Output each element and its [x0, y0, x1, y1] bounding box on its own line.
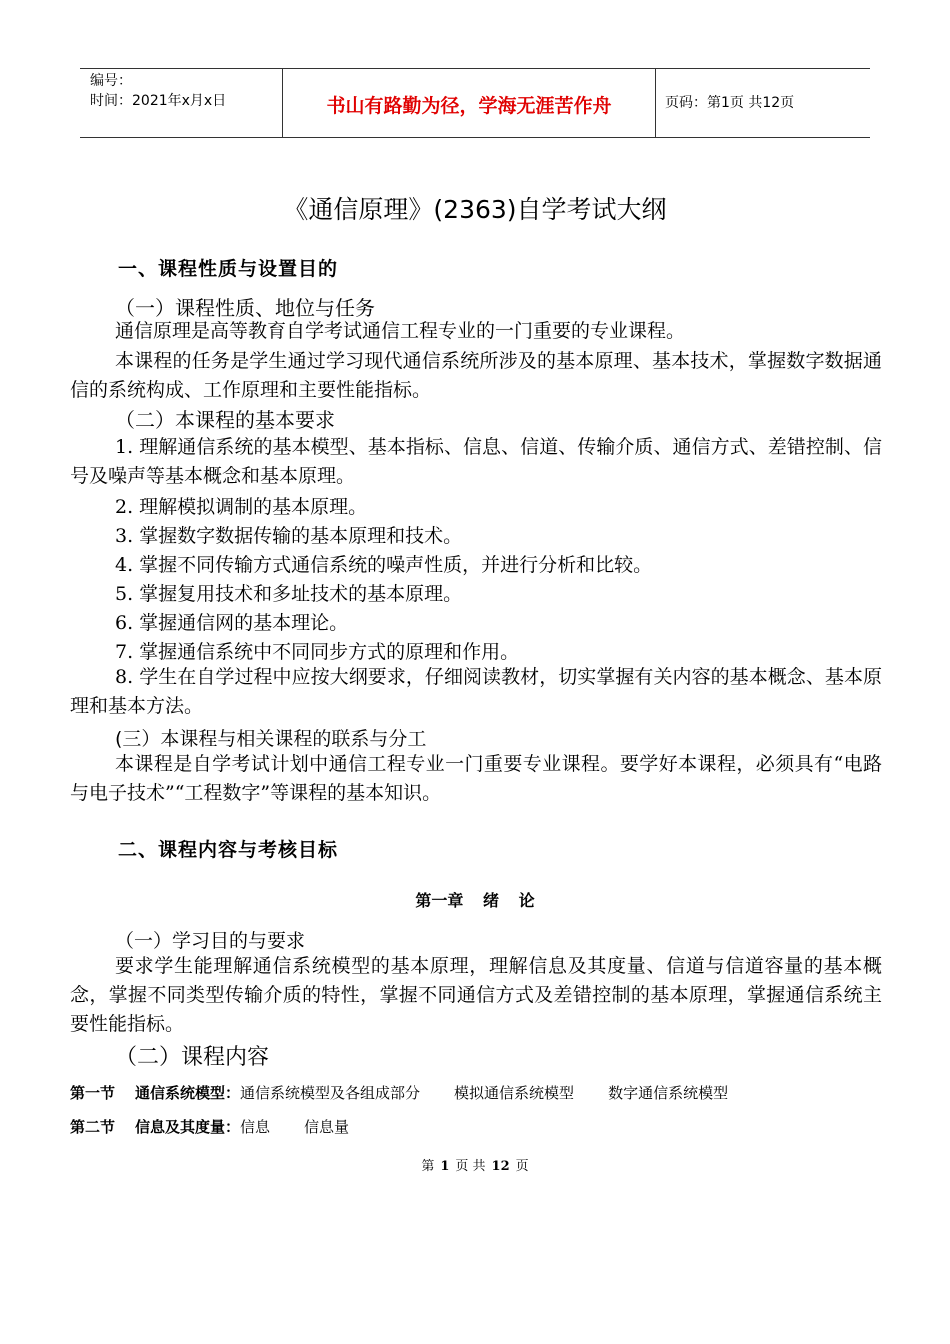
- footer-middle: 页 共: [455, 1159, 486, 1174]
- requirement-item-8: 8. 学生在自学过程中应按大纲要求，仔细阅读教材，切实掌握有关内容的基本概念、基本原理和基本方法。: [70, 666, 882, 717]
- time-label: 时间：2021年x月x日: [90, 93, 227, 109]
- requirement-item-3: 3. 掌握数字数据传输的基本原理和技术。: [115, 525, 463, 547]
- document-title: 《通信原理》(2363)自学考试大纲: [283, 195, 667, 224]
- requirement-item-4: 4. 掌握不同传输方式通信系统的噪声性质，并进行分析和比较。: [115, 554, 653, 576]
- section-topic: 通信系统模型及各组成部分: [240, 1084, 421, 1102]
- section1-sub1-para-1: 通信原理是高等教育自学考试通信工程专业的一门重要的专业课程。: [115, 320, 686, 342]
- section1-sub3-para: 本课程是自学考试计划中通信工程专业一门重要专业课程。要学好本课程，必须具有“电路与电子技术”“工程数字”等课程的基本知识。: [70, 753, 882, 804]
- section-topic: 信息: [240, 1118, 271, 1136]
- requirement-item-2: 2. 理解模拟调制的基本原理。: [115, 496, 368, 518]
- chapter-title: 第一章 绪 论: [415, 891, 535, 910]
- requirement-item-5: 5. 掌握复用技术和多址技术的基本原理。: [115, 583, 463, 605]
- footer-prefix: 第: [421, 1159, 435, 1174]
- section1-heading: 一、课程性质与设置目的: [118, 258, 339, 280]
- page-info: 页码：第1页 共12页: [665, 95, 795, 111]
- section1-sub3-heading: (三）本课程与相关课程的联系与分工: [115, 728, 427, 750]
- section1-sub2-heading: （二）本课程的基本要求: [115, 408, 335, 432]
- section-title: 信息及其度量：: [135, 1118, 241, 1136]
- page-footer: [0, 1155, 950, 1174]
- section2-sub2-heading: （二）课程内容: [115, 1045, 270, 1070]
- section1-sub1-para-2: 本课程的任务是学生通过学习现代通信系统所涉及的基本原理、基本技术，掌握数字数据通信的系统构成、工作原理和主要性能指标。: [70, 350, 882, 401]
- header-motto-cell: [282, 69, 656, 137]
- page-header: [80, 68, 870, 138]
- requirement-item-6: 6. 掌握通信网的基本理论。: [115, 612, 349, 634]
- section-topic: 信息量: [304, 1118, 350, 1136]
- header-meta-cell: [80, 69, 282, 137]
- section-number: 第二节: [70, 1118, 116, 1136]
- section-number: 第一节: [70, 1084, 116, 1102]
- section2-heading: 二、课程内容与考核目标: [118, 839, 339, 861]
- motto: 书山有路勤为径，学海无涯苦作舟: [326, 95, 612, 117]
- section1-sub1-heading: （一）课程性质、地位与任务: [115, 296, 375, 320]
- section-title: 通信系统模型：: [135, 1084, 241, 1102]
- requirement-item-1: 1. 理解通信系统的基本模型、基本指标、信息、信道、传输介质、通信方式、差错控制、信号及噪声等基本概念和基本原理。: [70, 436, 882, 487]
- section-topic: 模拟通信系统模型: [454, 1084, 575, 1102]
- footer-page-number: 1: [440, 1159, 450, 1174]
- section-topic: 数字通信系统模型: [608, 1084, 729, 1102]
- section-row-1: [70, 1082, 728, 1103]
- footer-total-pages: 12: [491, 1159, 510, 1174]
- section2-sub1-heading: （一）学习目的与要求: [115, 930, 306, 952]
- number-label: 编号：: [90, 73, 132, 89]
- footer-suffix: 页: [515, 1159, 529, 1174]
- section2-sub1-para: 要求学生能理解通信系统模型的基本原理，理解信息及其度量、信道与信道容量的基本概念，掌握不同类型传输介质的特性，掌握不同通信方式及差错控制的基本原理，掌握通信系统主要性能指标。: [70, 955, 882, 1035]
- section-row-2: [70, 1116, 349, 1137]
- requirement-item-7: 7. 掌握通信系统中不同同步方式的原理和作用。: [115, 641, 520, 663]
- header-page-cell: [655, 69, 870, 137]
